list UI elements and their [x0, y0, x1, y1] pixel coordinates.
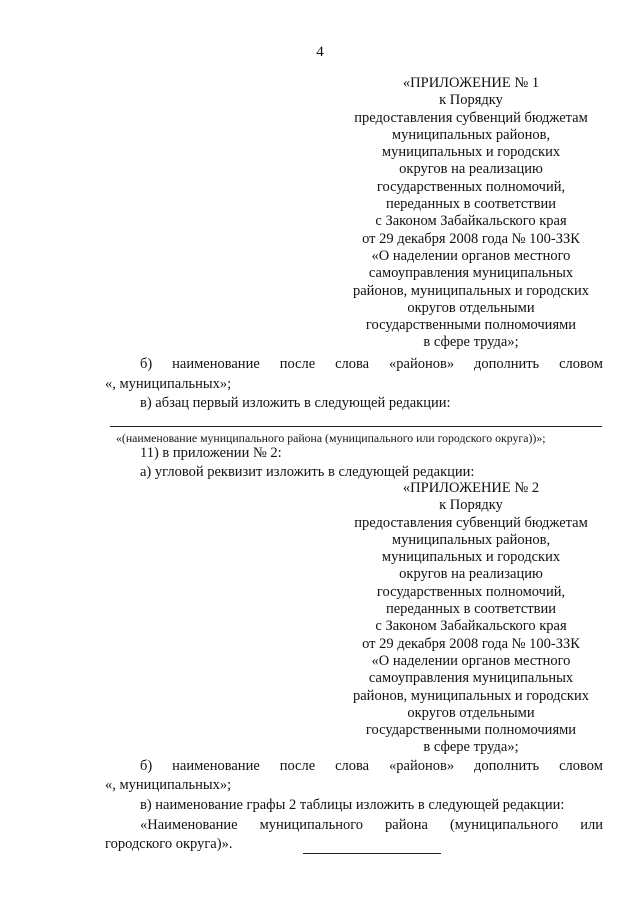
word: муниципального: [259, 817, 364, 833]
word: (муниципального: [449, 817, 559, 833]
appendix-2-line: районов, муниципальных и городских: [353, 687, 589, 704]
appendix-1-line: с Законом Забайкальского края: [375, 213, 567, 230]
word: дополнить: [474, 758, 540, 774]
word: б): [140, 758, 153, 774]
word: слова: [335, 758, 370, 774]
appendix-2-line: предоставления субвенций бюджетам: [354, 514, 588, 531]
appendix-2-line: к Порядку: [439, 497, 503, 514]
word: «районов»: [389, 758, 455, 774]
column-name-quote-line: [140, 815, 603, 835]
appendix-1-header: [336, 75, 606, 352]
appendix-2-line: в сфере труда»;: [423, 739, 519, 756]
item-b-1-continuation: «, муниципальных»;: [105, 376, 232, 392]
word: района: [385, 817, 428, 833]
appendix-1-line: округов отдельными: [407, 299, 535, 316]
page-number: 4: [316, 44, 324, 60]
appendix-1-line: самоуправления муниципальных: [368, 265, 574, 282]
item-11: 11) в приложении № 2:: [140, 445, 282, 461]
appendix-2-line: от 29 декабря 2008 года № 100-ЗЗК: [362, 635, 580, 652]
appendix-1-line: округов на реализацию: [399, 161, 543, 178]
word: наименование: [172, 356, 260, 372]
appendix-2-line: переданных в соответствии: [385, 601, 557, 618]
appendix-1-line: «О наделении органов местного: [371, 247, 571, 264]
appendix-1-line: государственных полномочий,: [376, 178, 566, 195]
word: после: [279, 356, 316, 372]
district-name-note: «(наименование муниципального района (муниципального или городского округа))»;: [116, 431, 546, 445]
word: словом: [559, 356, 603, 372]
blank-rule: [110, 426, 602, 427]
word: «Наименование: [140, 817, 238, 833]
item-v-2: в) наименование графы 2 таблицы изложить в следующей редакции:: [140, 797, 565, 813]
word: или: [580, 817, 603, 833]
appendix-1-line: государственными полномочиями: [365, 317, 577, 334]
appendix-1-line: в сфере труда»;: [423, 334, 519, 351]
appendix-1-line: районов, муниципальных и городских: [353, 282, 589, 299]
appendix-1-line: муниципальных и городских: [381, 144, 561, 161]
item-a: а) угловой реквизит изложить в следующей редакции:: [140, 464, 475, 480]
appendix-2-line: округов отдельными: [407, 704, 535, 721]
appendix-2-line: самоуправления муниципальных: [368, 670, 574, 687]
item-v-1: в) абзац первый изложить в следующей редакции:: [140, 395, 451, 411]
word: «районов»: [389, 356, 455, 372]
appendix-1-line: «ПРИЛОЖЕНИЕ № 1: [402, 75, 540, 91]
word: наименование: [172, 758, 260, 774]
appendix-1-line: муниципальных районов,: [391, 126, 551, 143]
end-rule: [303, 853, 441, 854]
appendix-2-line: муниципальных районов,: [391, 531, 551, 548]
appendix-2-line: «О наделении органов местного: [371, 652, 571, 669]
word: б): [140, 356, 153, 372]
appendix-2-line: с Законом Забайкальского края: [375, 618, 567, 635]
column-name-quote-continuation: городского округа)».: [105, 836, 233, 852]
word: словом: [559, 758, 603, 774]
word: дополнить: [474, 356, 540, 372]
appendix-1-line: предоставления субвенций бюджетам: [354, 109, 588, 126]
appendix-2-line: «ПРИЛОЖЕНИЕ № 2: [402, 480, 540, 496]
word: слова: [335, 356, 370, 372]
appendix-1-line: к Порядку: [439, 92, 503, 109]
appendix-2-header: [336, 480, 606, 757]
appendix-2-line: округов на реализацию: [399, 566, 543, 583]
appendix-1-line: от 29 декабря 2008 года № 100-ЗЗК: [362, 230, 580, 247]
item-b-2-line: [140, 756, 603, 776]
appendix-2-line: государственных полномочий,: [376, 583, 566, 600]
item-b-2-continuation: «, муниципальных»;: [105, 777, 232, 793]
word: после: [279, 758, 316, 774]
item-b-1-line: [140, 354, 603, 374]
appendix-2-line: муниципальных и городских: [381, 549, 561, 566]
appendix-1-line: переданных в соответствии: [385, 196, 557, 213]
appendix-2-line: государственными полномочиями: [365, 722, 577, 739]
